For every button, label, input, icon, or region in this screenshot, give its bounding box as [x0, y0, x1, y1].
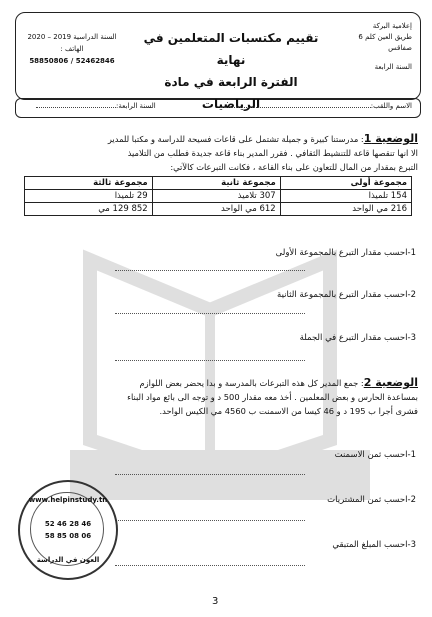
table-header-row — [25, 177, 412, 190]
table-cell: 612 مي الواحد — [152, 203, 280, 216]
answer-line[interactable] — [115, 565, 305, 566]
stamp-caption: العون في الدراسة — [36, 556, 100, 564]
school-address: طريق العين كلم 6 — [358, 33, 412, 41]
table-header: مجموعة ثانية — [152, 177, 280, 190]
question-2-3: 3-احسب المبلغ المتبقي — [332, 540, 416, 550]
stamp-url: www.helpinstudy.tn — [28, 496, 108, 504]
school-year: السنة الدراسية 2019 – 2020 — [27, 33, 117, 41]
phone-label: الهاتف : — [60, 45, 84, 53]
situation1-text: الوضعية 1: مدرستنا كبيرة و جميلة تشتمل على قاعات فسيحة للدراسة و مكتبا للمدير الا انها تنقصها قاعة للتنشيط الثقافي . فقرر المدير بناء قاعة جديدة فطلب من التلاميذ التبرع بمقدار من المال للتعاون على بناء القاعة ، فكانت التبرعات كالآتي: — [107, 132, 418, 172]
question-1-2: 2-احسب مقدار التبرع بالمجموعة الثانية — [277, 290, 416, 300]
situation1-label: الوضعية 1 — [363, 132, 418, 145]
table-cell: 216 مي الواحد — [280, 203, 411, 216]
table-header: مجموعة ثالثة — [25, 177, 153, 190]
student-namebar — [15, 98, 421, 118]
donations-table — [24, 176, 412, 216]
school-stamp — [18, 480, 118, 580]
table-header: مجموعة أولى — [280, 177, 411, 190]
school-info — [332, 21, 412, 73]
title-line-2: الفترة الرابعة في مادة الرياضيات — [164, 75, 298, 111]
table-cell: 154 تلميذا — [280, 190, 411, 203]
answer-line[interactable] — [115, 520, 305, 521]
table-row — [25, 190, 412, 203]
year-info — [22, 31, 122, 67]
question-1-1: 1-احسب مقدار التبرع بالمجموعة الأولى — [275, 248, 416, 258]
title-line-1: تقييم مكتسبات المتعلمين في نهاية — [143, 31, 319, 67]
situation2-label: الوضعية 2 — [363, 376, 418, 389]
answer-line[interactable] — [115, 313, 305, 314]
situation2-text: الوضعية 2: جمع المدير كل هذه التبرعات بالمدرسة و بدا يحضر بعض اللوازم بمساعدة الحارس و بعض المعلمين . أخذ معه مقدار 500 د و توجه الى بائع مواد البناء فشرى أجرا ب 195 د و 46 كيسا من الاسمنت ب 4560 مي الكيس الواحد. — [127, 376, 418, 416]
page-number: 3 — [212, 596, 219, 607]
table-row — [25, 203, 412, 216]
school-city: صفاقس — [388, 44, 412, 52]
level-label: السنة الرابعة — [374, 63, 412, 71]
watermark-logo — [30, 220, 410, 520]
table-cell: 307 تلاميذ — [152, 190, 280, 203]
answer-line[interactable] — [115, 270, 305, 271]
name-label: الاسم واللقب: — [221, 102, 412, 110]
stamp-phone-2: 58 85 08 06 — [44, 532, 92, 540]
question-1-3: 3-احسب مقدار التبرع في الجملة — [299, 333, 416, 343]
question-2-1: 1-احسب ثمن الاسمنت — [334, 450, 416, 460]
school-name: إعلامية البركة — [372, 22, 412, 30]
phone-numbers: 58850806 / 52462846 — [29, 57, 115, 65]
class-label: السنة الرابعة: — [36, 102, 156, 110]
stamp-phone-1: 52 46 28 46 — [44, 520, 92, 528]
answer-line[interactable] — [115, 360, 305, 361]
table-cell: 29 تلميذا — [25, 190, 153, 203]
question-2-2: 2-احسب ثمن المشتريات — [327, 495, 416, 505]
table-cell: 852 129 مي — [25, 203, 153, 216]
answer-line[interactable] — [115, 474, 305, 475]
